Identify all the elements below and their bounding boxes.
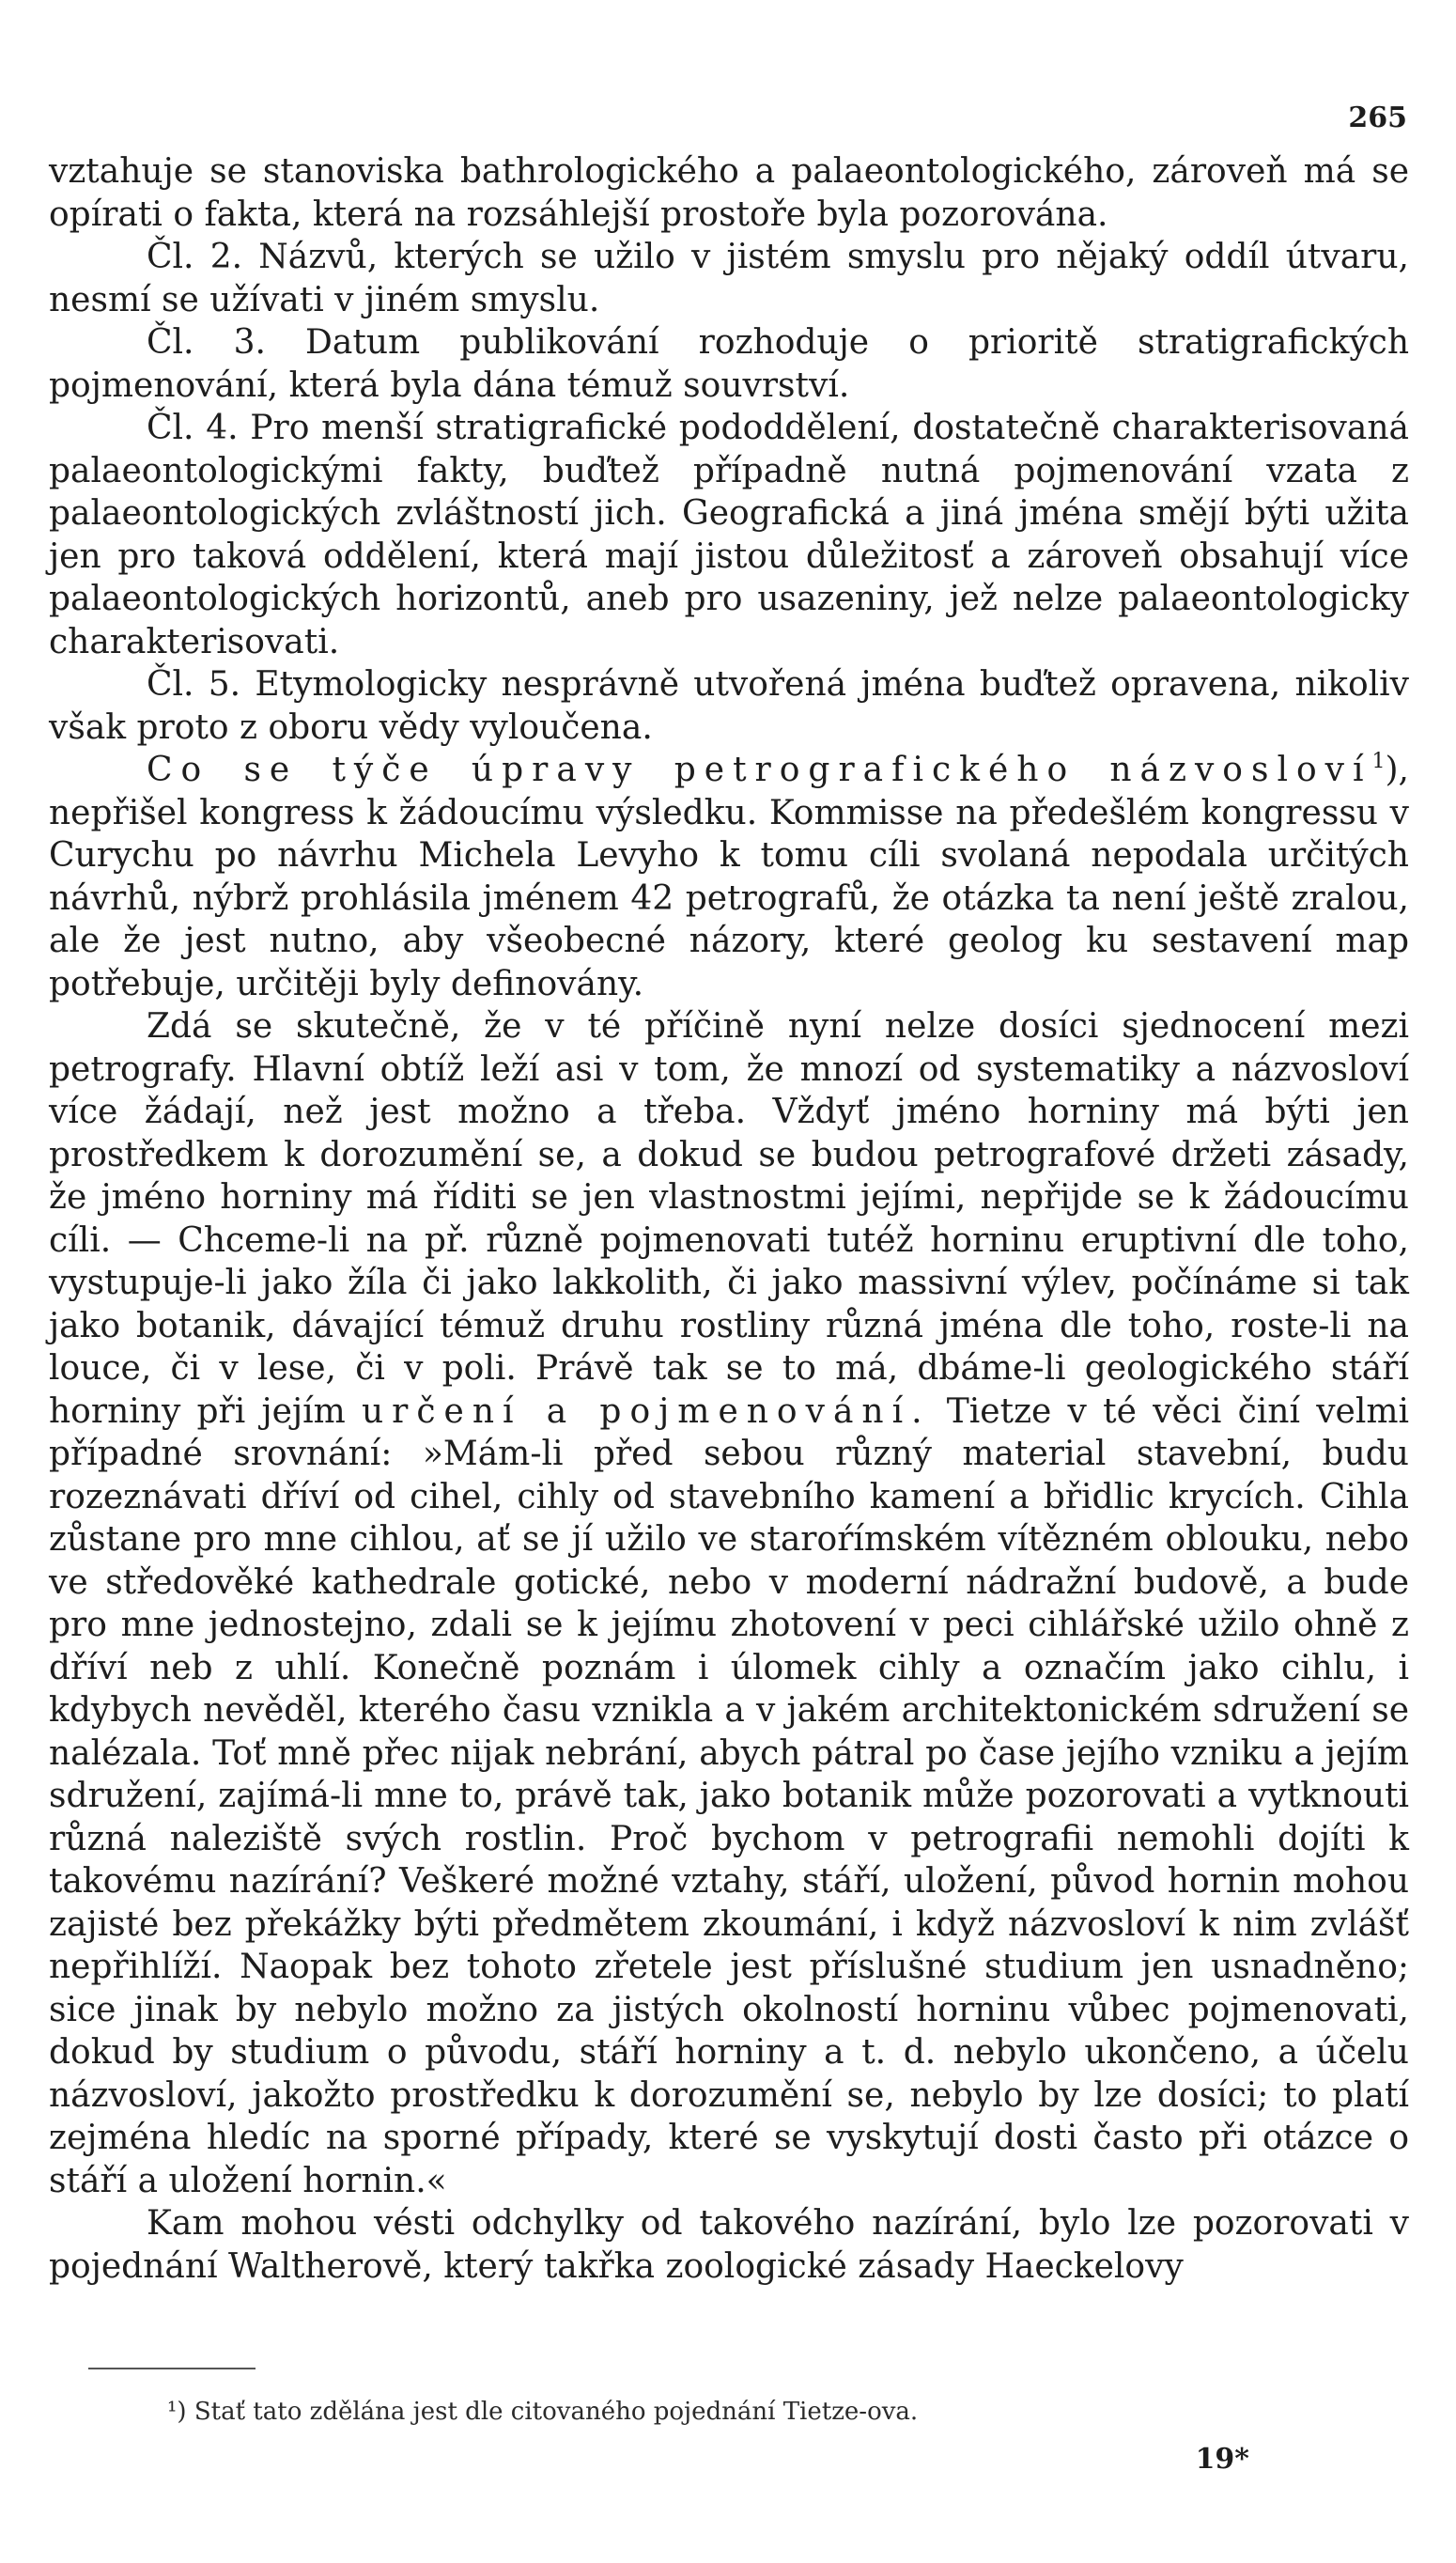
- spaced-emphasis-text: určení a pojmenování.: [361, 1391, 931, 1431]
- article-2: Čl. 2. Názvů, kterých se užilo v jistém smyslu pro nějaký oddíl útvaru, nesmí se užívati v jiném smyslu.: [49, 238, 1409, 319]
- article-4: Čl. 4. Pro menší stratigrafické pododdělení, dostatečně charakterisovaná palaeontologickými fakty, buďtež případně nutná pojmenování vzata z palaeontologických zvláštností jich. Geografická a jiná jména smějí býti užita jen pro taková oddělení, která mají jistou důležitosť a zároveň obsahují více palaeontologických horizontů, aneb pro usazeniny, jež nelze palaeontologicky charakterisovati.: [49, 409, 1409, 661]
- paragraph-1: vztahuje se stanoviska bathrologického a palaeontologického, zároveň má se opírati o fakta, která na rozsáhlejší prostoře byla pozorována.: [49, 152, 1409, 234]
- paragraph-tietze-text-b: Tietze v té věci činí velmi případné srovnání: »Mám-li před sebou různý material stavební, budu rozeznávati dříví od cihel, cihly od stavebního kamení a břidlic krycích. Cihla zůstane pro mne cihlou, ať se jí užilo ve staroŕímském vítězném oblouku, nebo ve středověké kathedrale gotické, nebo v moderní nádražní budově, a bude pro mne jednostejno, zdali se k jejímu zhotovení v peci cihlářské užilo ohně z dříví neb z uhlí. Konečně poznám i úlomek cihly a označím jako cihlu, i kdybych nevěděl, kterého času vznikla a v jakém architektonickém sdružení se nalézala. Toť mně přec nijak nebrání, abych pátral po čase jejího vzniku a jejím sdružení, zajímá-li mne to, právě tak, jako botanik může pozorovati a vytknouti různá naleziště svých rostlin. Proč bychom v petrografii nemohli dojíti k takovému nazírání? Veškeré možné vztahy, stáří, uložení, původ hornin mohou zajisté bez překážky býti předmětem zkoumání, i když názvosloví k nim zvlášť nepřihlíží. Naopak bez tohoto zřetele jest příslušné studium jen usnadněno; sice jinak by nebylo možno za jistých okolností horninu vůbec pojmenovati, dokud by studium o původu, stáří horniny a t. d. nebylo ukončeno, a účelu názvosloví, jakožto prostředku k dorozumění se, nebylo by lze dosíci; to platí zejména hledíc na sporné případy, které se vyskytují dosti často při otázce o stáří a uložení hornin.«: [49, 1391, 1409, 2200]
- paragraph-petrography-text: ), nepřišel kongress k žádoucímu výsledku. Kommisse na předešlém kongressu v Curychu po návrhu Michela Levyho k tomu cíli svolaná nepodala určitých návrhů, nýbrž prohlásila jménem 42 petrografů, že otázka ta není ještě zralou, ale že jest nutno, aby všeobecné názory, které geolog ku sestavení map potřebuje, určitěji byly definovány.: [49, 751, 1409, 1003]
- footnote-divider: [88, 2368, 256, 2369]
- footnote: ¹) Stať tato zdělána jest dle citovaného pojednání Tietze-ova.: [167, 2398, 919, 2426]
- signature-mark: 19*: [1195, 2443, 1249, 2476]
- spaced-heading-text: Co se týče úpravy petrografického názvosloví: [147, 751, 1372, 789]
- paragraph-petrography: [49, 749, 1409, 1005]
- body-text: [49, 150, 1409, 2288]
- article-5: Čl. 5. Etymologicky nesprávně utvořená jména buďtež opravena, nikoliv však proto z oboru vědy vyloučena.: [49, 665, 1409, 747]
- paragraph-tietze: [49, 1005, 1409, 2202]
- footnote-reference: 1: [1371, 750, 1386, 773]
- page-number: 265: [1348, 101, 1407, 134]
- paragraph-walther: Kam mohou vésti odchylky od takového nazírání, bylo lze pozorovati v pojednání Waltherově, který takřka zoologické zásady Haeckelovy: [49, 2204, 1409, 2286]
- article-3: Čl. 3. Datum publikování rozhoduje o prioritě stratigrafických pojmenování, která byla dána témuž souvrství.: [49, 323, 1409, 405]
- paragraph-tietze-text-a: Zdá se skutečně, že v té příčině nyní nelze dosíci sjednocení mezi petrografy. Hlavní obtíž leží asi v tom, že mnozí od systematiky a názvosloví více žádají, než jest možno a třeba. Vždyť jméno horniny má býti jen prostředkem k dorozumění se, a dokud se budou petrografové držeti zásady, že jméno horniny má říditi se jen vlastnostmi jejími, nepřijde se k žádoucímu cíli. — Chceme-li na př. různě pojmenovati tutéž horninu eruptivní dle toho, vystupuje-li jako žíla či jako lakkolith, či jako massivní výlev, počínáme si tak jako botanik, dávající témuž druhu rostliny různá jména dle toho, roste-li na louce, či v lese, či v poli. Právě tak se to má, dbáme-li geologického stáří horniny při jejím: [49, 1007, 1409, 1431]
